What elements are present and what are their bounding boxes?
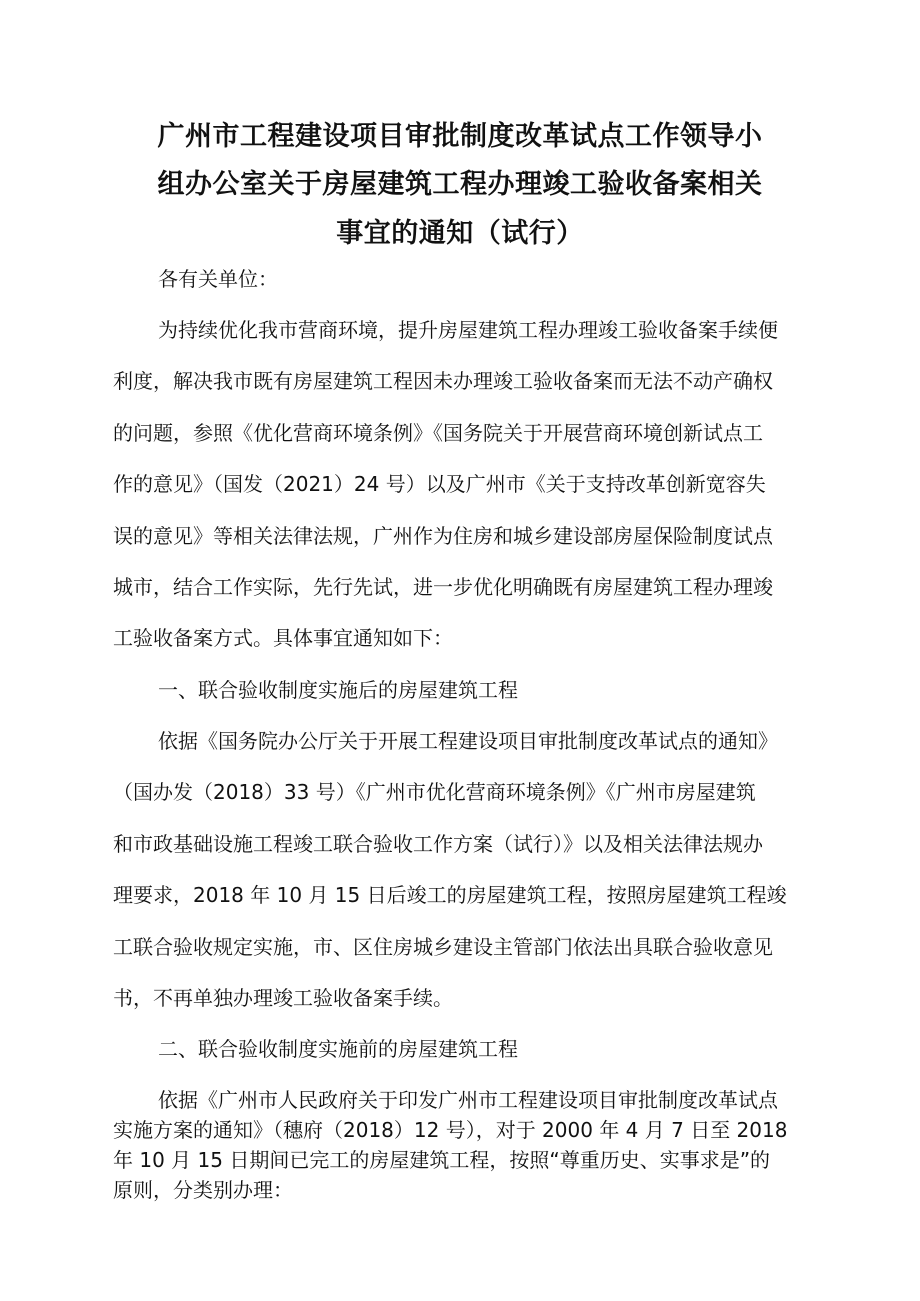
intro-line: 的问题，参照《优化营商环境条例》《国务院关于开展营商环境创新试点工 [113, 421, 763, 445]
section-2-line: 依据《广州市人民政府关于印发广州市工程建设项目审批制度改革试点 [158, 1088, 778, 1112]
section-1-line: 依据《国务院办公厅关于开展工程建设项目审批制度改革试点的通知》 [158, 729, 778, 753]
intro-line: 利度，解决我市既有房屋建筑工程因未办理竣工验收备案而无法不动产确权 [113, 369, 773, 393]
section-1-line: 理要求，2018 年 10 月 15 日后竣工的房屋建筑工程，按照房屋建筑工程竣 [113, 883, 787, 907]
intro-line: 为持续优化我市营商环境，提升房屋建筑工程办理竣工验收备案手续便 [158, 318, 778, 342]
section-2-line: 原则，分类别办理： [113, 1178, 293, 1202]
section-2-heading: 二、联合验收制度实施前的房屋建筑工程 [158, 1037, 518, 1061]
section-1-heading: 一、联合验收制度实施后的房屋建筑工程 [158, 678, 518, 702]
intro-line: 作的意见》（国发（2021）24 号）以及广州市《关于支持改革创新宽容失 [113, 472, 766, 496]
title-line-1: 广州市工程建设项目审批制度改革试点工作领导小 [157, 121, 763, 152]
salutation: 各有关单位： [158, 267, 278, 291]
section-1-line: 书，不再单独办理竣工验收备案手续。 [113, 986, 453, 1010]
title-line-3: 事宜的通知（试行） [336, 218, 584, 249]
intro-line: 工验收备案方式。具体事宜通知如下： [113, 626, 453, 650]
intro-line: 误的意见》等相关法律法规，广州作为住房和城乡建设部房屋保险制度试点 [113, 524, 773, 548]
intro-line: 城市，结合工作实际，先行先试，进一步优化明确既有房屋建筑工程办理竣 [113, 575, 773, 599]
section-2-line: 年 10 月 15 日期间已完工的房屋建筑工程，按照“尊重历史、实事求是”的 [113, 1148, 771, 1172]
title-line-2: 组办公室关于房屋建筑工程办理竣工验收备案相关 [157, 169, 763, 200]
section-1-line: （国办发（2018）33 号）《广州市优化营商环境条例》《广州市房屋建筑 [113, 780, 756, 804]
section-2-line: 实施方案的通知》（穗府（2018）12 号），对于 2000 年 4 月 7 日至 2018 [113, 1118, 788, 1142]
section-1-line: 工联合验收规定实施，市、区住房城乡建设主管部门依法出具联合验收意见 [113, 935, 773, 959]
section-1-line: 和市政基础设施工程竣工联合验收工作方案（试行）》以及相关法律法规办 [113, 832, 763, 856]
